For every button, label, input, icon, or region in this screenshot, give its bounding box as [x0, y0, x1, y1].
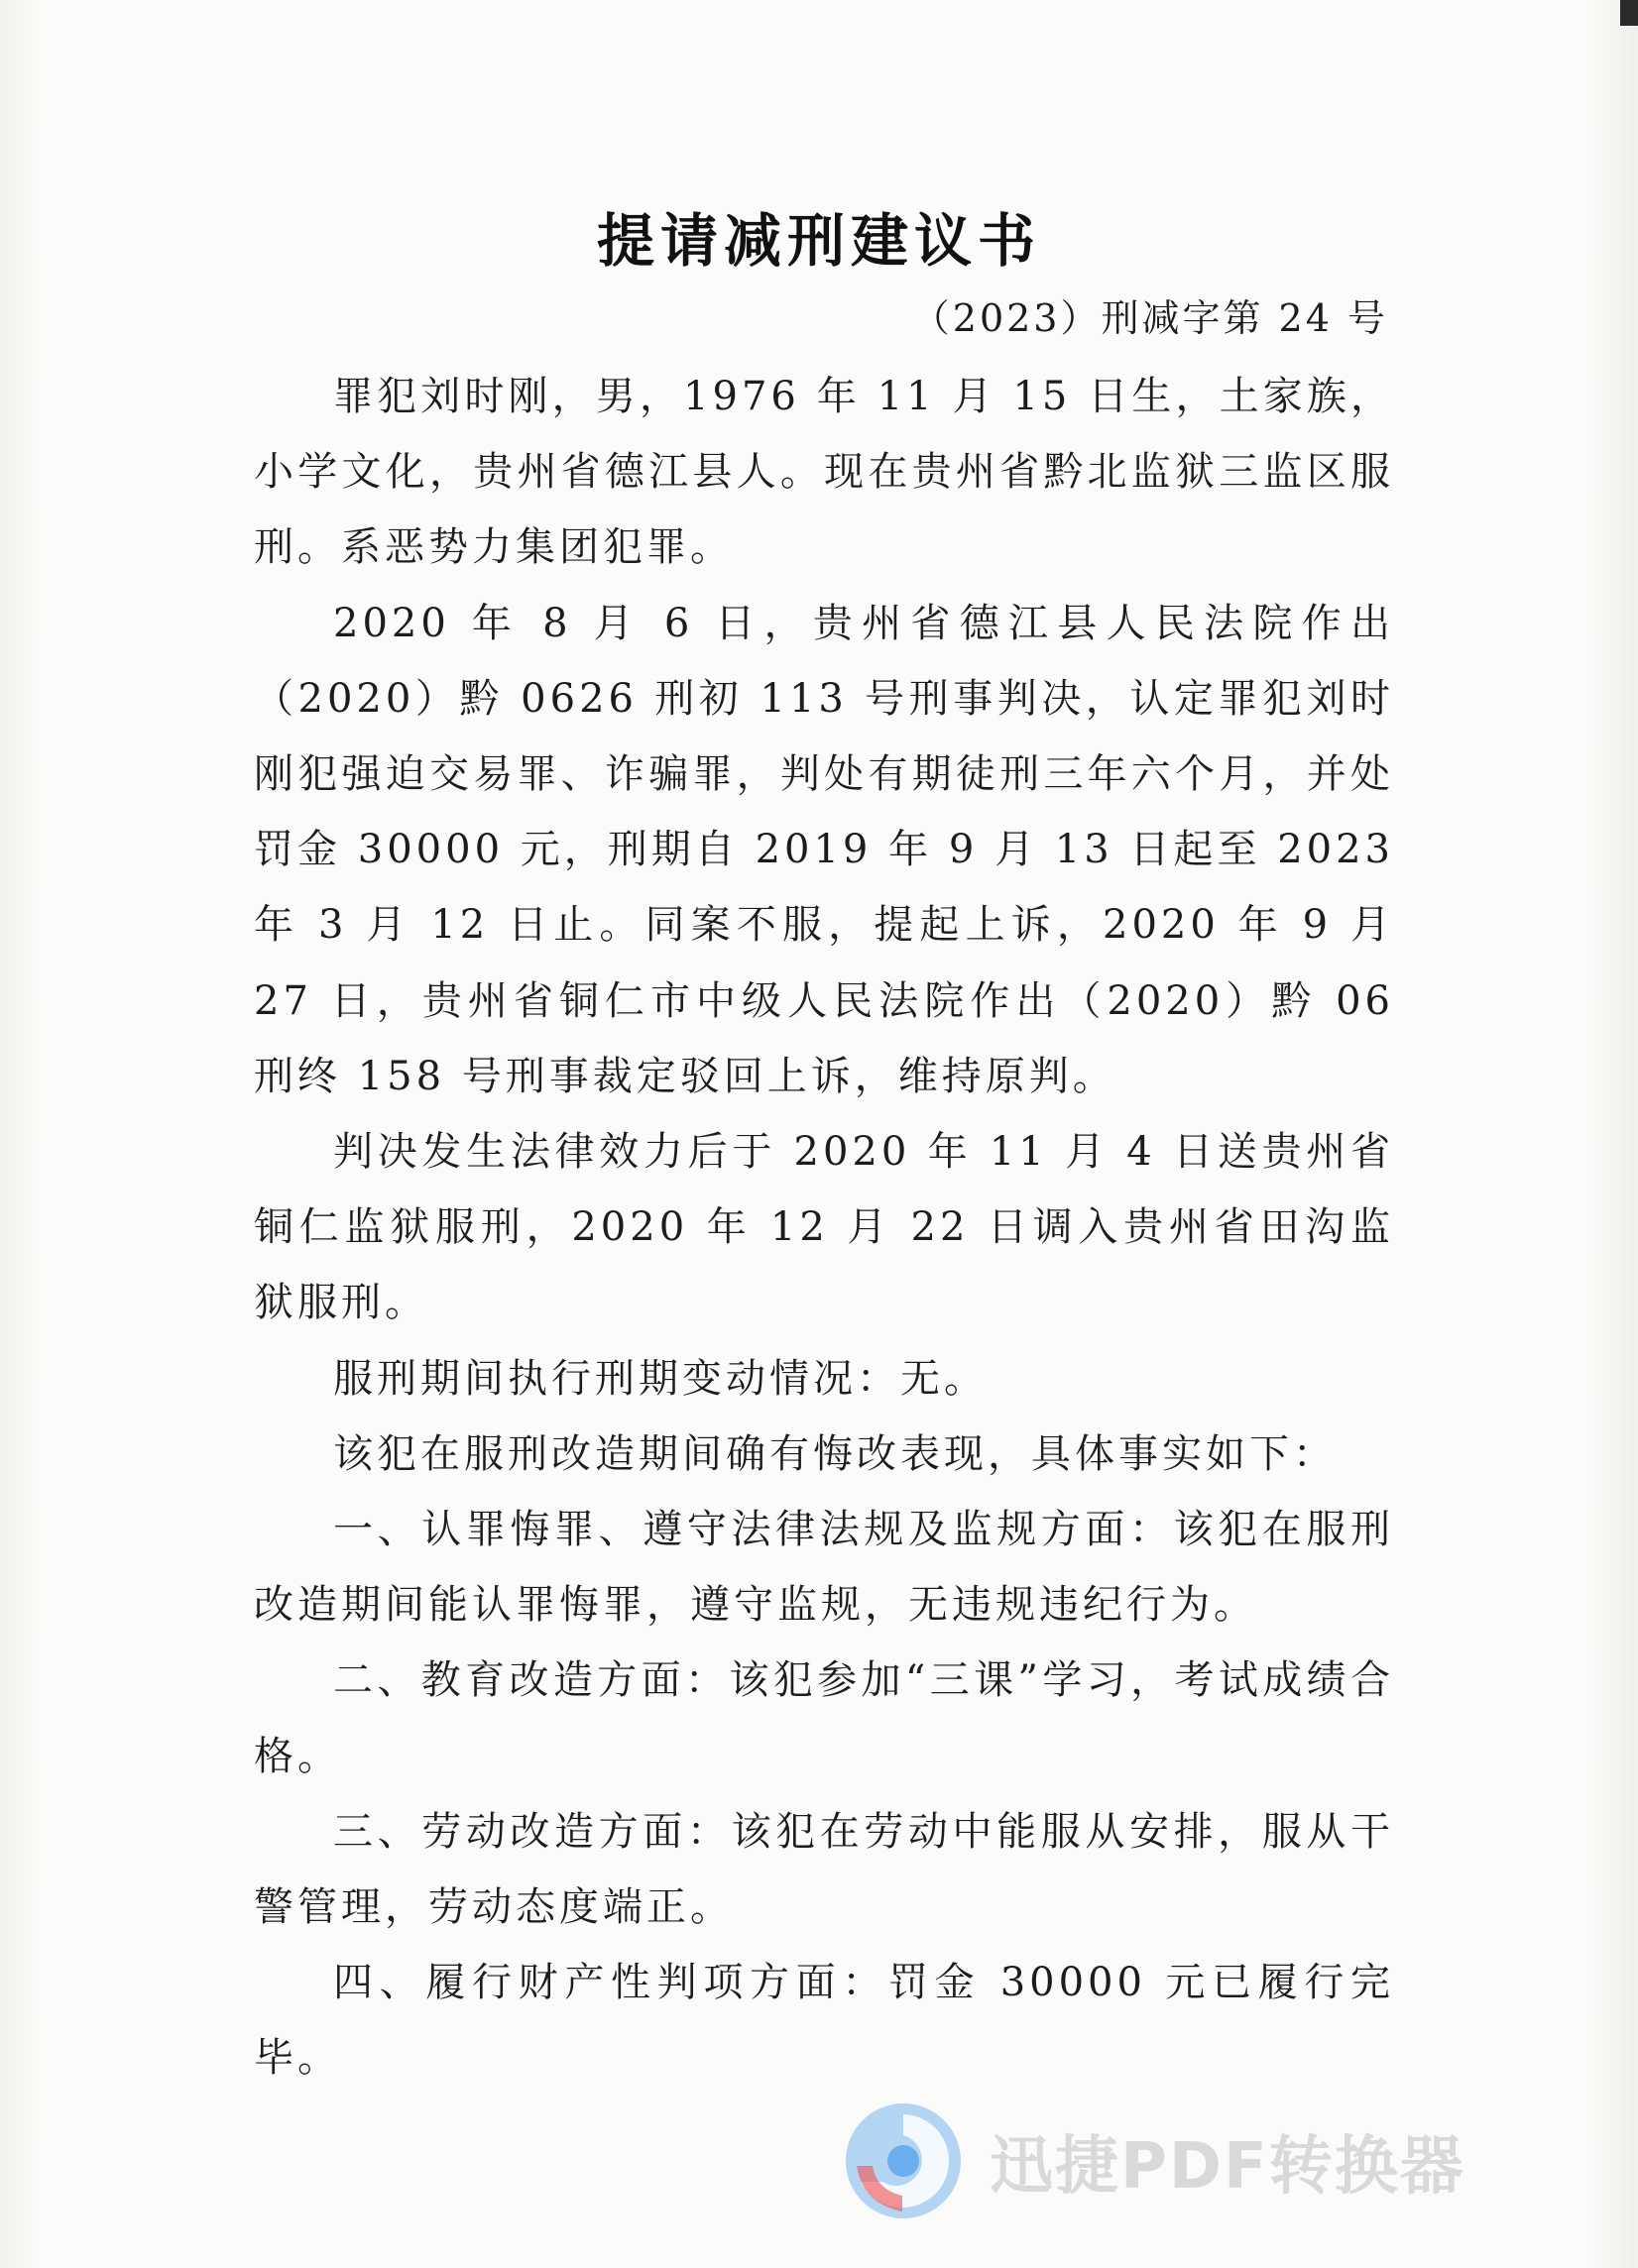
document-number: （2023）刑减字第 24 号	[911, 296, 1388, 340]
paragraph-judgment: 2020 年 8 月 6 日，贵州省德江县人民法院作出（2020）黔 0626 刑初 113 号刑事判决，认定罪犯刘时刚犯强迫交易罪、诈骗罪，判处有期徒刑三年六个月，并处罚金 30000 元，刑期自 2019 年 9 月 13 日起至 2023 年 3 月 12 日止。同案不服，提起上诉，2020 年 9 月 27 日，贵州省铜仁市中级人民法院作出（2020）黔 06 刑终 158 号刑事裁定驳回上诉，维持原判。	[254, 600, 1394, 1099]
xunjie-logo-icon	[843, 2100, 964, 2221]
paragraph-sentence-change: 服刑期间执行刑期变动情况：无。	[333, 1355, 988, 1402]
paragraph-item-3: 三、劳动改造方面：该犯在劳动中能服从安排，服从干警管理，劳动态度端正。	[254, 1808, 1394, 1931]
document-title: 提请减刑建议书	[596, 207, 1041, 275]
paragraph-item-4: 四、履行财产性判项方面：罚金 30000 元已履行完毕。	[254, 1960, 1394, 2082]
paragraph-criminal-info: 罪犯刘时刚，男，1976 年 11 月 15 日生，土家族，小学文化，贵州省德江县人。现在贵州省黔北监狱三监区服刑。系恶势力集团犯罪。	[254, 374, 1394, 571]
watermark-text: 迅捷PDF转换器	[990, 2130, 1465, 2204]
scan-edge-mark	[1620, 0, 1638, 26]
document-body	[254, 359, 1394, 2097]
paragraph-item-2: 二、教育改造方面：该犯参加“三课”学习，考试成绩合格。	[254, 1657, 1394, 1779]
paragraph-repentance-intro: 该犯在服刑改造期间确有悔改表现，具体事实如下：	[333, 1430, 1337, 1477]
paragraph-item-1: 一、认罪悔罪、遵守法律法规及监规方面：该犯在服刑改造期间能认罪悔罪，遵守监规，无违规违纪行为。	[254, 1507, 1394, 1629]
watermark	[843, 2101, 1465, 2220]
paragraph-transfer: 判决发生法律效力后于 2020 年 11 月 4 日送贵州省铜仁监狱服刑，2020 年 12 月 22 日调入贵州省田沟监狱服刑。	[254, 1129, 1394, 1326]
